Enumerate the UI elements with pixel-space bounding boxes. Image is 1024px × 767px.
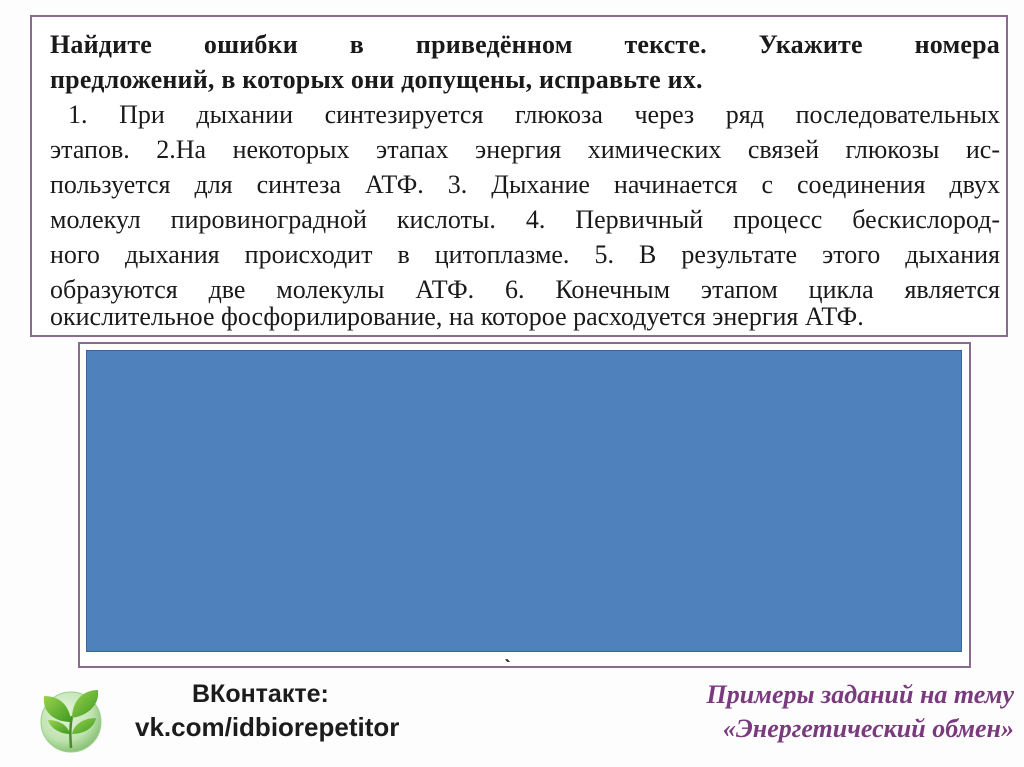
task-text-line-5: ного дыхания происходит в цитоплазме. 5. В результате этого дыхания bbox=[50, 240, 1000, 269]
topic-line-2: «Энергетический обмен» bbox=[722, 714, 1014, 743]
task-instruction-line-1: Найдите ошибки в приведённом тексте. Укажите номера bbox=[50, 30, 1000, 59]
footer bbox=[0, 672, 1024, 767]
topic-caption bbox=[614, 678, 1014, 746]
answer-text-glimpse bbox=[96, 650, 526, 662]
task-text-line-2: этапов. 2.На некоторых этапах энергия химических связей глюкозы ис- bbox=[50, 135, 1000, 164]
task-text-line-6: образуются две молекулы АТФ. 6. Конечным этапом цикла является bbox=[50, 275, 1000, 304]
topic-line-1: Примеры заданий на тему bbox=[706, 680, 1014, 709]
task-text-line-3: пользуется для синтеза АТФ. 3. Дыхание начинается с соединения двух bbox=[50, 170, 1000, 199]
answer-text-fragment bbox=[96, 659, 526, 662]
green-leaves-globe-icon bbox=[34, 682, 108, 756]
task-text-line-1: 1. При дыхании синтезируется глюкоза через ряд последовательных bbox=[68, 100, 1000, 129]
vk-link[interactable]: vk.com/idbiorepetitor bbox=[135, 712, 400, 742]
task-text-line-7: окислительное фосфорилирование, на которое расходуется энергия АТФ. bbox=[50, 302, 864, 331]
task-instruction-line-2: предложений, в которых они допущены, исправьте их. bbox=[50, 65, 703, 94]
vk-label: ВКонтакте: bbox=[192, 680, 329, 708]
answer-cover-shape[interactable] bbox=[86, 350, 962, 652]
task-text-line-4: молекул пировиноградной кислоты. 4. Первичный процесс бескислород- bbox=[50, 205, 1000, 234]
